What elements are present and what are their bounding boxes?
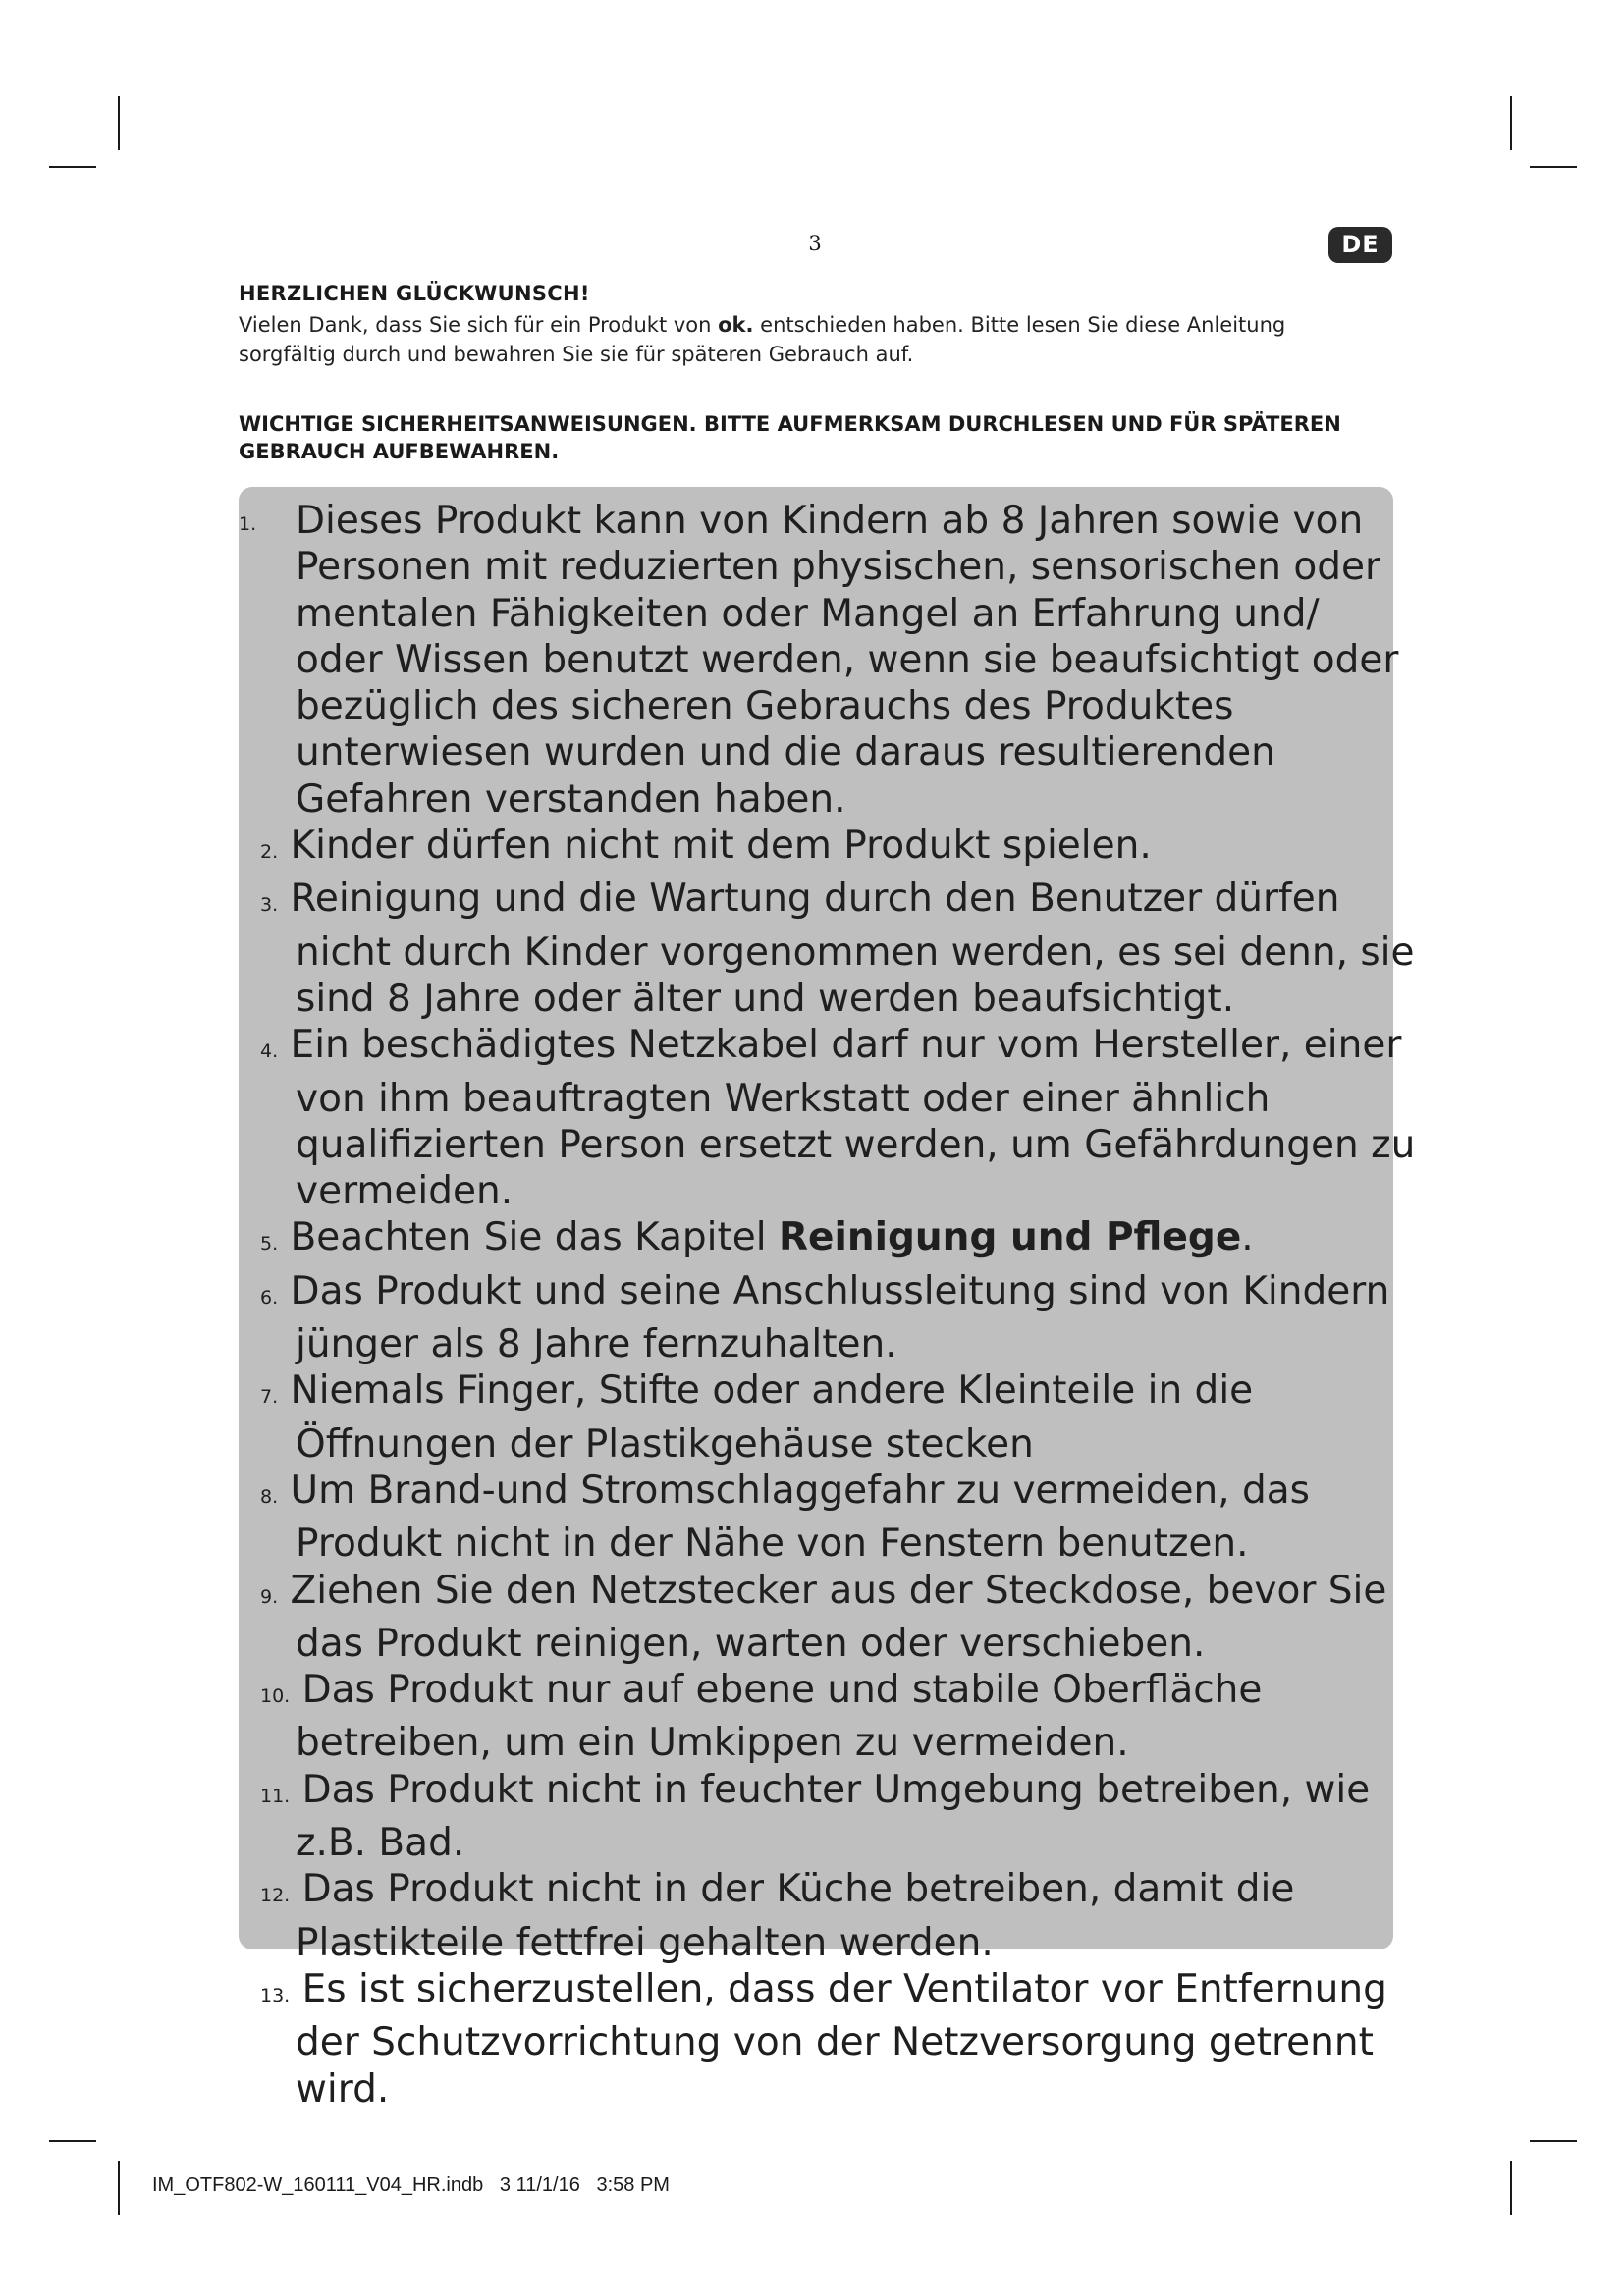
safety-item — [239, 823, 1417, 876]
safety-item-text: Niemals Finger, Stifte oder andere Kleinteile in die Öffnungen der Plastikgehäuse stecken — [290, 1368, 1254, 1467]
crop-mark-bottom-right-horizontal — [1530, 2140, 1577, 2142]
safety-item-text: Um Brand-und Stromschlaggefahr zu vermeiden, das Produkt nicht in der Nähe von Fenstern benutzen. — [290, 1468, 1310, 1567]
safety-item — [239, 1667, 1417, 1767]
crop-mark-top-left-vertical — [118, 96, 120, 150]
safety-item — [239, 1767, 1417, 1867]
intro-text — [239, 310, 1358, 369]
safety-item-number: 12. — [260, 1885, 291, 1907]
intro-text-part: entschieden haben. Bitte lesen Sie diese Anleitung sorgfältig durch und bewahren Sie sie für späteren Gebrauch auf. — [239, 313, 1286, 366]
crop-mark-bottom-left-horizontal — [49, 2140, 96, 2142]
safety-item-text: Ein beschädigtes Netzkabel darf nur vom Hersteller, einer von ihm beauftragten Werkstatt oder einer ähnlich qualifizierten Person ersetzt werden, um Gefährdungen zu vermeiden. — [290, 1023, 1416, 1214]
safety-item — [239, 876, 1417, 1022]
chapter-reference: Reinigung und Pflege — [779, 1215, 1242, 1260]
safety-item — [239, 1468, 1417, 1568]
safety-item — [239, 498, 1417, 823]
print-slug: IM_OTF802-W_160111_V04_HR.indb 3 11/1/16 3:58 PM — [152, 2174, 670, 2196]
safety-item — [239, 1568, 1417, 1668]
language-badge: DE — [1328, 227, 1392, 263]
crop-mark-top-right-vertical — [1510, 96, 1512, 150]
safety-item — [239, 1966, 1417, 2112]
safety-item-number: 6. — [260, 1286, 279, 1308]
crop-mark-bottom-right-vertical — [1510, 2161, 1512, 2215]
page-number: 3 — [808, 232, 822, 255]
safety-item — [239, 1866, 1417, 1966]
safety-item-text: Das Produkt nur auf ebene und stabile Oberfläche betreiben, um ein Umkippen zu vermeiden. — [296, 1668, 1263, 1766]
safety-item-number: 3. — [260, 894, 279, 917]
crop-mark-top-left-horizontal — [49, 166, 96, 168]
safety-item-number: 2. — [260, 841, 279, 864]
safety-item — [239, 1022, 1417, 1214]
safety-item-number: 10. — [260, 1685, 291, 1708]
safety-item — [239, 1214, 1417, 1267]
safety-item-number: 7. — [260, 1386, 279, 1409]
safety-list — [239, 498, 1417, 2112]
safety-item-text: Das Produkt nicht in der Küche betreiben, damit die Plastikteile fettfrei gehalten werden. — [296, 1867, 1295, 1965]
safety-item-number: 11. — [260, 1785, 291, 1807]
safety-item-text: . — [1241, 1215, 1254, 1260]
safety-item-text: Es ist sicherzustellen, dass der Ventilator vor Entfernung der Schutzvorrichtung von der Netzversorgung getrennt wird. — [296, 1966, 1387, 2111]
safety-item-number: 8. — [260, 1485, 279, 1508]
safety-item-number: 13. — [260, 1984, 291, 2006]
brand-name: ok. — [718, 313, 754, 337]
safety-item — [239, 1268, 1417, 1368]
safety-item-number: 4. — [260, 1041, 279, 1063]
safety-item-text: Reinigung und die Wartung durch den Benutzer dürfen nicht durch Kinder vorgenommen werden, es sei denn, sie sind 8 Jahre oder älter und werden beaufsichtigt. — [290, 877, 1415, 1021]
safety-item-text: Dieses Produkt kann von Kindern ab 8 Jahren sowie von Personen mit reduzierten physischen, sensorischen oder mentalen Fähigkeiten oder Mangel an Erfahrung und/ oder Wissen benutzt werden, wenn sie beaufsichtigt oder bezüglich des sicheren Gebrauchs des Produktes unterwiesen wurden und die daraus resultierenden Gefahren verstanden haben. — [296, 499, 1399, 822]
intro-text-part: Vielen Dank, dass Sie sich für ein Produkt von — [239, 313, 719, 337]
safety-item-text: Beachten Sie das Kapitel — [290, 1215, 780, 1260]
safety-heading: WICHTIGE SICHERHEITSANWEISUNGEN. BITTE AUFMERKSAM DURCHLESEN UND FÜR SPÄTEREN GEBRAUCH AUFBEWAHREN. — [239, 412, 1341, 463]
safety-item-number: 9. — [260, 1585, 279, 1608]
safety-item — [239, 1367, 1417, 1468]
safety-item-text: Ziehen Sie den Netzstecker aus der Steckdose, bevor Sie das Produkt reinigen, warten oder verschieben. — [290, 1568, 1387, 1666]
safety-item-text: Das Produkt und seine Anschlussleitung sind von Kindern jünger als 8 Jahre fernzuhalten. — [290, 1268, 1390, 1367]
intro-heading: HERZLICHEN GLÜCKWUNSCH! — [239, 282, 590, 305]
crop-mark-bottom-left-vertical — [118, 2161, 120, 2215]
safety-item-number: 1. — [239, 513, 257, 535]
safety-item-text: Das Produkt nicht in feuchter Umgebung betreiben, wie z.B. Bad. — [296, 1767, 1371, 1866]
safety-item-number: 5. — [260, 1233, 279, 1255]
crop-mark-top-right-horizontal — [1530, 166, 1577, 168]
safety-item-text: Kinder dürfen nicht mit dem Produkt spielen. — [290, 824, 1152, 869]
